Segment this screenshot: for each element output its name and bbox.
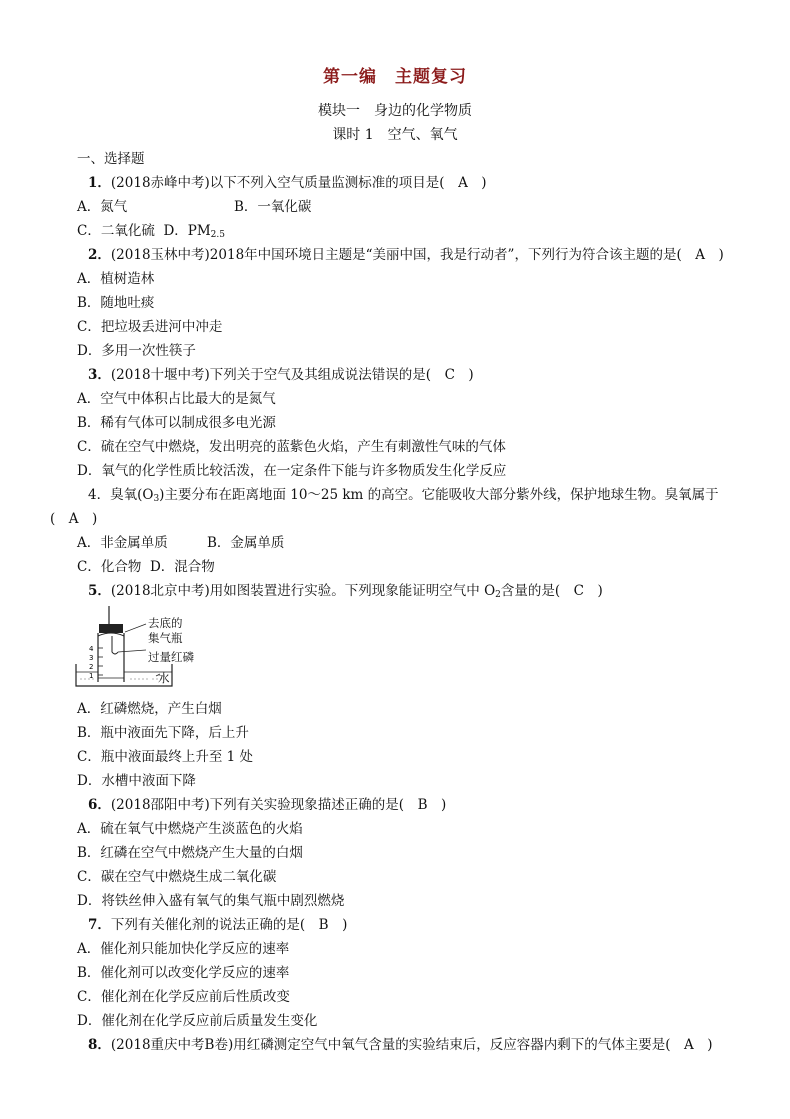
option-d: D．多用一次性筷子 xyxy=(77,343,196,359)
option-a: A．空气中体积占比最大的是氮气 xyxy=(77,391,276,407)
option-b: B．金属单质 xyxy=(207,535,285,551)
experiment-apparatus-diagram xyxy=(70,606,220,692)
option-row xyxy=(77,222,225,244)
question-number: 6． xyxy=(88,797,111,813)
question-answer: ( A ) xyxy=(50,511,98,527)
figure-label-water: 水 xyxy=(158,671,170,685)
option-row xyxy=(77,198,312,216)
option-c: C．碳在空气中燃烧生成二氧化碳 xyxy=(77,869,277,885)
figure-label-phosphorus: 过量红磷 xyxy=(148,650,194,664)
question-stem: (2018赤峰中考)以下不列入空气质量监测标准的项目是( A ) xyxy=(110,175,487,191)
question-number: 3． xyxy=(88,367,111,383)
question-2 xyxy=(88,246,724,264)
question-stem: (2018北京中考)用如图装置进行实验。下列现象能证明空气中 $O_2$含量的是( C ) xyxy=(110,583,603,600)
question-stem: (2018十堰中考)下列关于空气及其组成说法错误的是( C ) xyxy=(110,367,474,383)
page-title: 第一编 主题复习 xyxy=(323,67,467,87)
module-title: 模块一 身边的化学物质 xyxy=(318,103,472,119)
figure-label-jar: 集气瓶 xyxy=(148,631,183,645)
figure-label-bottle: 去底的 xyxy=(148,616,183,630)
question-number: 8． xyxy=(88,1037,111,1053)
option-b: B．稀有气体可以制成很多电光源 xyxy=(77,415,276,431)
question-number: 5． xyxy=(88,583,111,599)
option-a: A．非金属单质 xyxy=(77,535,168,551)
question-1 xyxy=(88,174,487,192)
question-number: 7． xyxy=(88,917,111,933)
option-d: D．氧气的化学性质比较活泼，在一定条件下能与许多物质发生化学反应 xyxy=(77,463,507,479)
svg-text:1: 1 xyxy=(89,672,94,680)
question-4 xyxy=(88,486,719,508)
question-stem: 下列有关催化剂的说法正确的是( B ) xyxy=(110,917,348,933)
lesson-title: 课时 1 空气、氧气 xyxy=(332,127,458,143)
option-a: A．催化剂只能加快化学反应的速率 xyxy=(77,941,290,957)
option-c: C．催化剂在化学反应前后性质改变 xyxy=(77,989,290,1005)
option-d: D．催化剂在化学反应前后质量发生变化 xyxy=(77,1013,318,1029)
option-c: C．把垃圾丢进河中冲走 xyxy=(77,319,223,335)
option-b: B．催化剂可以改变化学反应的速率 xyxy=(77,965,290,981)
option-b: B．随地吐痰 xyxy=(77,295,155,311)
question-stem: 臭氧$(O_3)$主要分布在距离地面 10～25 km 的高空。它能吸收大部分紫外线，保护地球生物。臭氧属于 xyxy=(110,487,719,504)
question-5 xyxy=(88,582,603,604)
section-heading: 一、选择题 xyxy=(77,151,145,167)
question-stem: (2018邵阳中考)下列有关实验现象描述正确的是( B ) xyxy=(110,797,447,813)
question-6 xyxy=(88,796,446,814)
option-c: C．瓶中液面最终上升至 1 处 xyxy=(77,749,254,765)
question-number: 2． xyxy=(88,247,111,263)
option-d: D．水槽中液面下降 xyxy=(77,773,196,789)
question-stem: (2018重庆中考B卷)用红磷测定空气中氧气含量的实验结束后，反应容器内剩下的气体主要是( A ) xyxy=(110,1037,713,1053)
option-b: B．一氧化碳 xyxy=(234,199,312,215)
option-a: A．红磷燃烧，产生白烟 xyxy=(77,701,222,717)
option-d: D．将铁丝伸入盛有氧气的集气瓶中剧烈燃烧 xyxy=(77,893,345,909)
option-c: C．化合物 xyxy=(77,559,142,575)
option-a: A．硫在氧气中燃烧产生淡蓝色的火焰 xyxy=(77,821,303,837)
option-c: C．硫在空气中燃烧，发出明亮的蓝紫色火焰，产生有刺激性气味的气体 xyxy=(77,439,506,455)
option-d: D．$PM_{2.5}$ xyxy=(163,223,225,240)
option-a: A．氮气 xyxy=(77,199,128,215)
option-row xyxy=(77,558,215,576)
question-3 xyxy=(88,366,474,384)
option-b: B．瓶中液面先下降，后上升 xyxy=(77,725,249,741)
question-number: 1． xyxy=(88,175,111,191)
option-b: B．红磷在空气中燃烧产生大量的白烟 xyxy=(77,845,303,861)
option-a: A．植树造林 xyxy=(77,271,155,287)
question-number: 4． xyxy=(88,487,111,503)
svg-text:3: 3 xyxy=(89,654,94,662)
question-8 xyxy=(88,1036,713,1054)
option-row xyxy=(77,534,285,552)
option-c: C．二氧化硫 xyxy=(77,223,155,239)
question-7 xyxy=(88,916,347,934)
question-stem: (2018玉林中考)2018年中国环境日主题是“美丽中国，我是行动者”，下列行为符合该主题的是( A ) xyxy=(110,247,724,263)
stopper-icon xyxy=(99,624,123,633)
svg-text:4: 4 xyxy=(89,645,94,653)
svg-text:2: 2 xyxy=(89,663,94,671)
option-d: D．混合物 xyxy=(149,559,215,575)
